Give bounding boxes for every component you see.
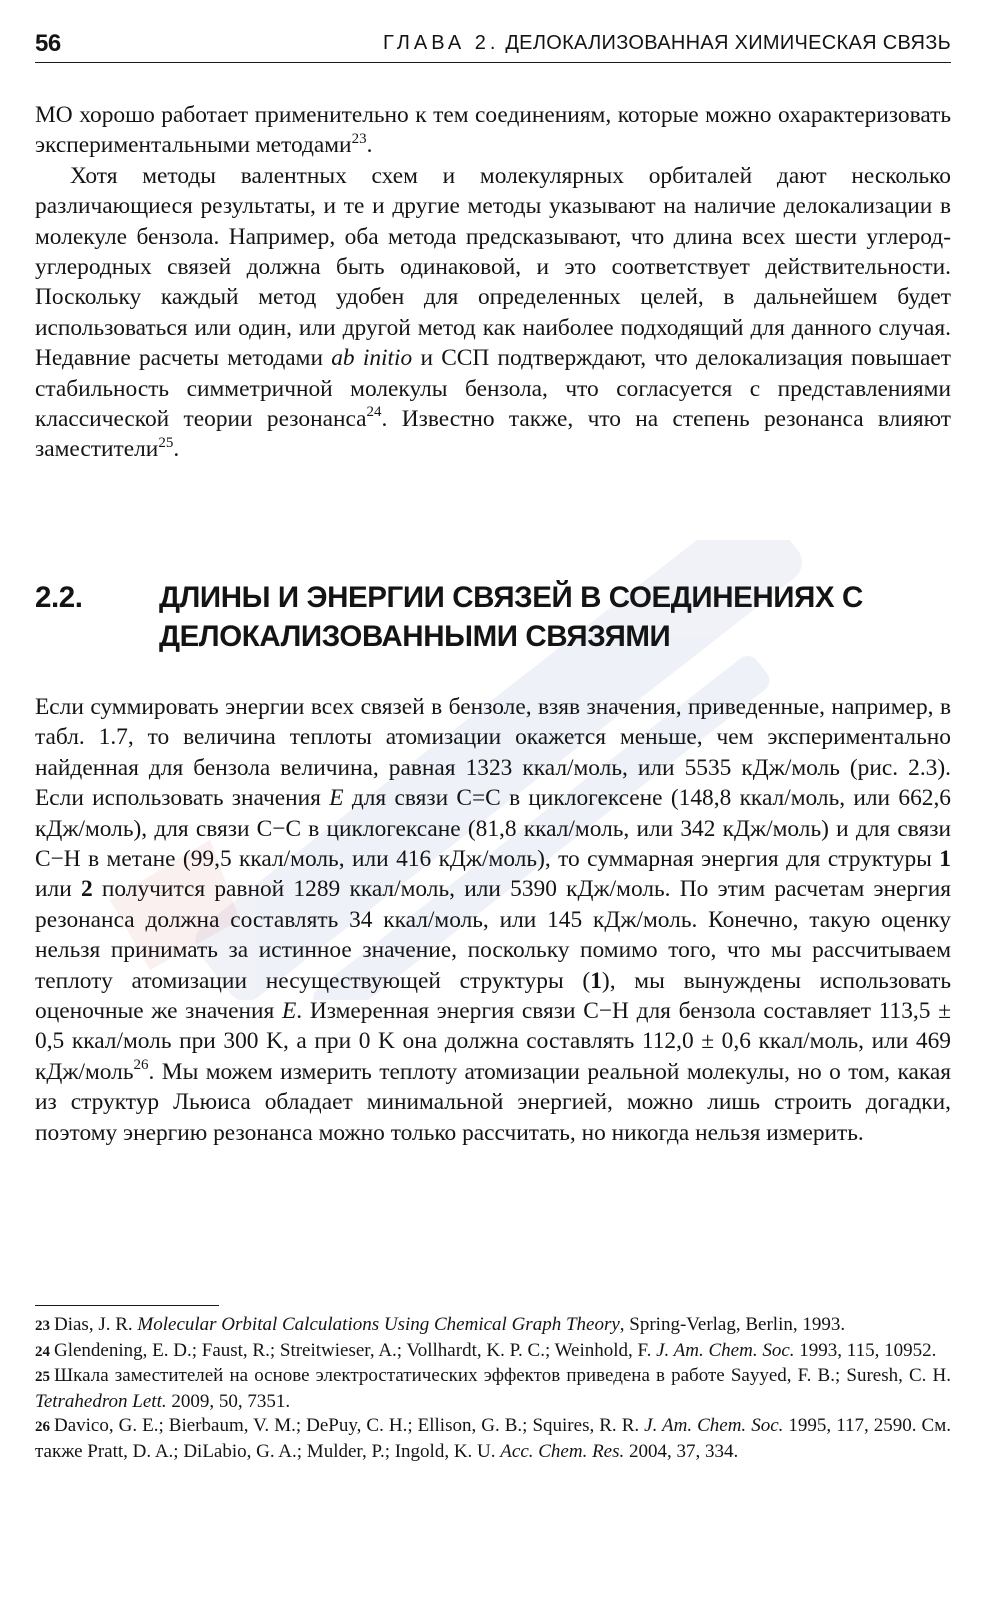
text-run: 2004, 37, 334. <box>624 1440 739 1462</box>
italic-journal: J. Am. Chem. Soc. <box>656 1339 795 1361</box>
page-number: 56 <box>35 30 61 57</box>
footnote <box>35 1339 951 1365</box>
footnote <box>35 1414 951 1464</box>
italic-journal: Acc. Chem. Res. <box>500 1440 625 1462</box>
italic-title: Molecular Orbital Calculations Using Chemical Graph Theory <box>137 1314 620 1335</box>
text-run: , Spring-Verlag, Berlin, 1993. <box>619 1314 846 1335</box>
page-header <box>35 28 951 63</box>
footnotes <box>35 1313 951 1465</box>
text-run: Glendening, E. D.; Faust, R.; Streitwieser, A.; Vollhardt, K. P. C.; Weinhold, F. <box>54 1339 657 1361</box>
text-run: 1995, 117, 2590. См. также Pratt, D. A.; DiLabio, G. A.; Mulder, P.; Ingold, K. U. <box>35 1415 951 1462</box>
text-run: МО хорошо работает применительно к тем соединениям, которые можно охарактеризовать экспериментальными методами <box>35 102 951 159</box>
structure-number: 1 <box>590 967 602 994</box>
running-head <box>383 32 951 55</box>
footnote-number: 23 <box>35 1318 50 1334</box>
text-run: . <box>173 436 180 463</box>
italic-journal: J. Am. Chem. Soc. <box>644 1415 784 1437</box>
structure-number: 1 <box>939 846 951 873</box>
footnote-number: 25 <box>35 1369 50 1386</box>
text-run: Dias, J. R. <box>54 1314 138 1335</box>
text-run: . <box>366 132 373 159</box>
paragraph <box>35 100 951 161</box>
structure-number: 2 <box>80 876 93 903</box>
section-number: 2.2. <box>35 581 83 614</box>
text-run: ), мы вынуждены использовать оценочные же значения <box>35 967 952 1025</box>
text-run: . Измеренная энергия связи C−H для бензола составляет 113,5 ± 0,5 ккал/моль при 300 K, а при 0 K она должна составлять 112,0 ± 0,6 ккал/моль, или 469 кДж/моль <box>35 998 951 1085</box>
text-run: 2009, 50, 7351. <box>166 1390 291 1412</box>
footnote-ref: 25 <box>158 434 174 451</box>
text-run: Davico, G. E.; Bierbaum, V. M.; DePuy, C. H.; Ellison, G. B.; Squires, R. R. <box>54 1415 645 1437</box>
intro-text <box>35 100 951 465</box>
section-body-text <box>35 692 951 1148</box>
symbol-E: E <box>329 785 344 812</box>
footnote-ref: 24 <box>366 404 382 421</box>
footnote <box>35 1364 951 1414</box>
text-run: Хотя методы валентных схем и молекулярных орбиталей дают несколько различающиеся результаты, и те и другие методы указывают на наличие делокализации в молекуле бензола. Например, оба метода предсказывают, что длина всех шести углерод-углеродных связей должна быть одинаковой, и это соответствует действительности. Поскольку каждый метод удобен для определенных целей, в дальнейшем будет использоваться или один, или другой метод как наиболее подходящий для данного случая. Недавние расчеты методами <box>35 162 951 372</box>
footnote-number: 24 <box>35 1343 50 1360</box>
text-run: Шкала заместителей на основе электростатических эффектов приведена в работе Sayyed, F. B.; Suresh, C. H. <box>54 1365 951 1387</box>
footnote-number: 26 <box>35 1419 50 1436</box>
paragraph <box>35 692 951 1148</box>
italic-journal: Tetrahedron Lett. <box>35 1390 167 1412</box>
text-run: . Известно также, что на степень резонанса влияют заместители <box>35 406 951 463</box>
text-run: для связи C=C в циклогексене (148,8 ккал/моль, или 662,6 кДж/моль), для связи C−C в циклогексане (81,8 ккал/моль, или 342 кДж/моль) и для связи C−H в метане (99,5 ккал/моль, или 416 кДж/моль), то суммарная энергия для структуры <box>35 785 952 873</box>
chapter-label: ГЛАВА 2. <box>383 32 500 54</box>
text-run: 1993, 115, 10952. <box>794 1339 937 1361</box>
chapter-title: ДЕЛОКАЛИЗОВАННАЯ ХИМИЧЕСКАЯ СВЯЗЬ <box>505 32 951 54</box>
italic-term: ab initio <box>331 345 413 372</box>
text-run: и ССП подтверждают, что делокализация повышает стабильность симметричной молекулы бензола, что согласуется с представлениями классической теории резонанса <box>35 345 951 433</box>
text-run: или <box>35 876 81 903</box>
symbol-E: E <box>282 998 297 1025</box>
footnote-separator <box>35 1305 219 1306</box>
text-run: . Мы можем измерить теплоту атомизации реальной молекулы, но о том, какая из структур Льюиса обладает минимальной энергией, можно лишь строить догадки, поэтому энергию резонанса можно только рассчитать, но никогда нельзя измерить. <box>35 1058 951 1146</box>
footnote-ref: 26 <box>133 1057 149 1074</box>
text-run: получится равной 1289 ккал/моль, или 5390 кДж/моль. По этим расчетам энергия резонанса должна составлять 34 ккал/моль, или 145 кДж/моль. Конечно, такую оценку нельзя принимать за истинное значение, поскольку помимо того, что мы рассчитываем теплоту атомизации несуществующей структуры ( <box>35 876 951 994</box>
footnote-ref: 23 <box>351 130 367 147</box>
paragraph <box>35 161 951 465</box>
footnote <box>35 1313 951 1339</box>
text-run: Если суммировать энергии всех связей в бензоле, взяв значения, приведенные, например, в табл. 1.7, то величина теплоты атомизации окажется меньше, чем экспериментально найденная для бензола величина, равная 1323 ккал/моль, или 5535 кДж/моль (рис. 2.3). Если использовать значения <box>35 694 951 812</box>
section-title: ДЛИНЫ И ЭНЕРГИИ СВЯЗЕЙ В СОЕДИНЕНИЯХ С ДЕЛОКАЛИЗОВАННЫМИ СВЯЗЯМИ <box>159 581 863 653</box>
